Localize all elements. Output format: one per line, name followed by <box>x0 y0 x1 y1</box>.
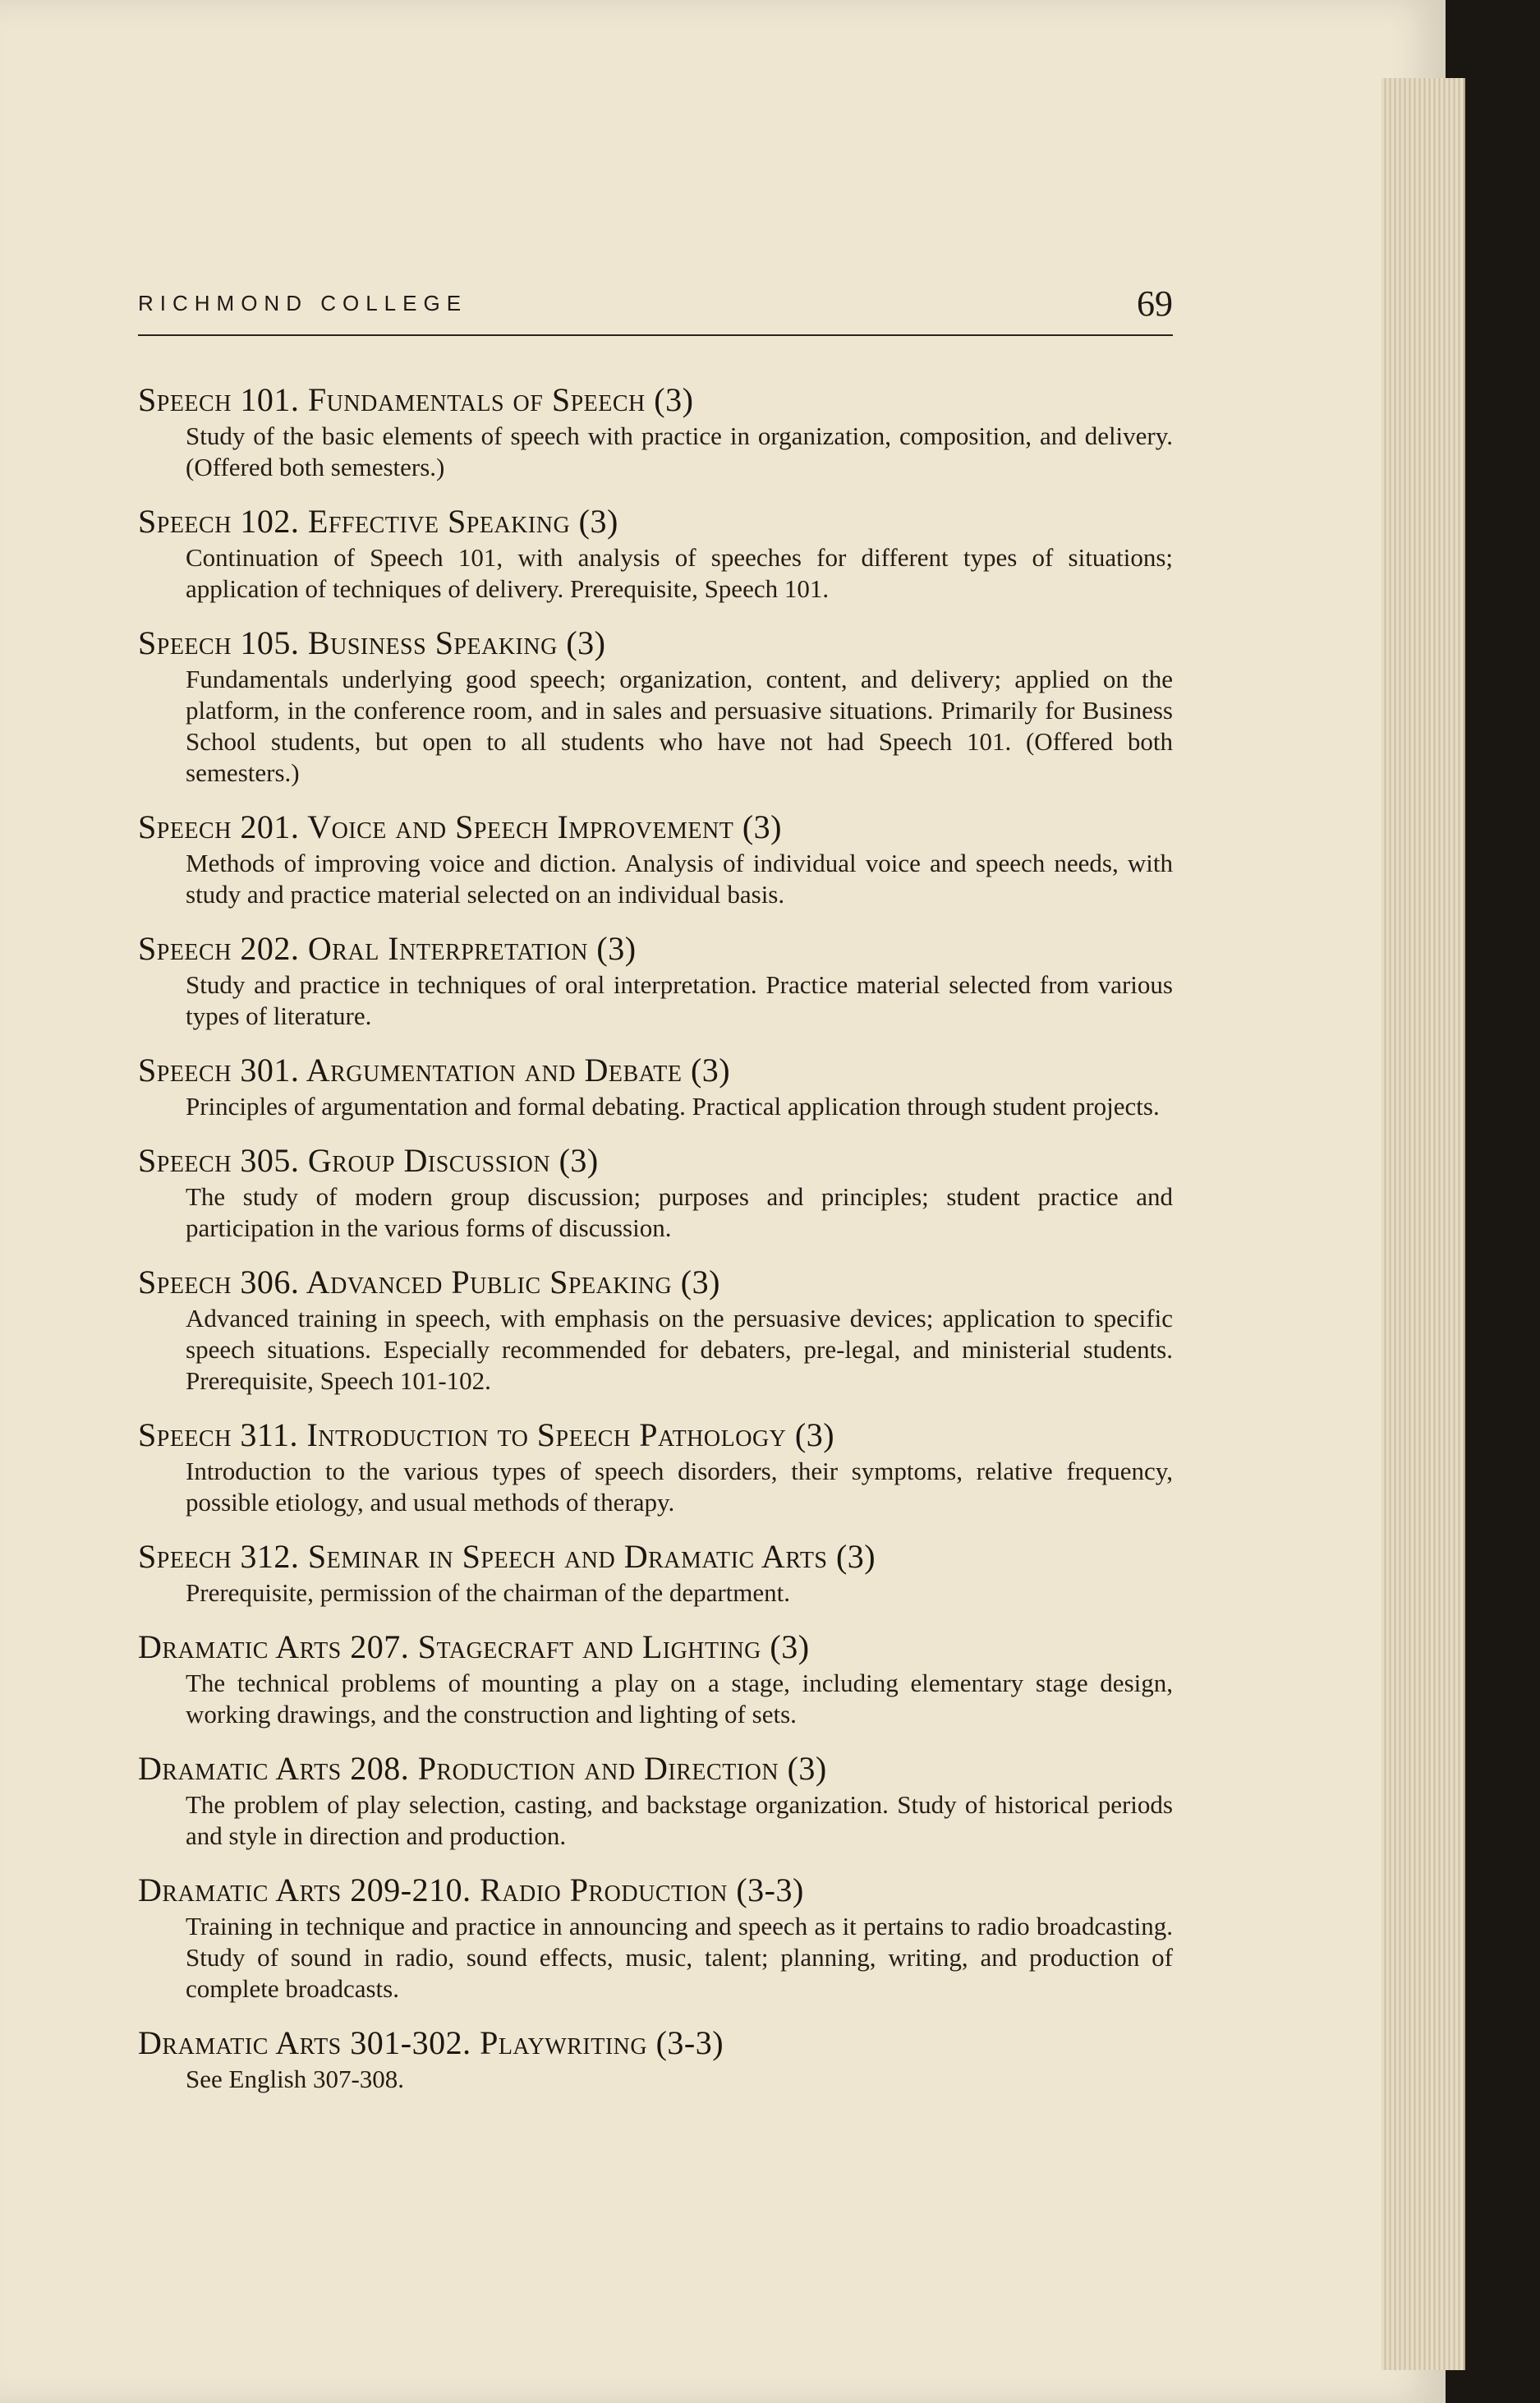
course-entry <box>138 1748 1173 1852</box>
course-title: Speech 306. Advanced Public Speaking (3) <box>138 1264 720 1300</box>
course-title: Dramatic Arts 207. Stagecraft and Lighting (3) <box>138 1628 810 1665</box>
course-description: Advanced training in speech, with emphasis on the persuasive devices; application to specific speech situations. Especially recommended for debaters, pre-legal, and ministerial students. Prerequisite, Speech 101-102. <box>186 1304 1173 1395</box>
page-number: 69 <box>1137 283 1173 324</box>
course-entry <box>138 1536 1173 1609</box>
course-entry <box>138 1262 1173 1397</box>
page-header <box>138 283 1173 335</box>
course-entry <box>138 1627 1173 1730</box>
header-rule <box>138 334 1173 336</box>
course-list <box>138 380 1173 2113</box>
course-entry <box>138 501 1173 605</box>
course-entry <box>138 1415 1173 1518</box>
course-entry <box>138 1140 1173 1244</box>
course-description: Study of the basic elements of speech with practice in organization, composition, and delivery. (Offered both semesters.) <box>186 421 1173 481</box>
course-description: Principles of argumentation and formal debating. Practical application through student projects. <box>186 1092 1160 1121</box>
course-description: Continuation of Speech 101, with analysis of speeches for different types of situations; application of techniques of delivery. Prerequisite, Speech 101. <box>186 543 1173 603</box>
course-title: Speech 102. Effective Speaking (3) <box>138 503 618 540</box>
course-entry <box>138 380 1173 483</box>
page-edges <box>1381 78 1465 2370</box>
course-description: Methods of improving voice and diction. Analysis of individual voice and speech needs, with study and practice material selected on an individual basis. <box>186 849 1173 909</box>
course-entry <box>138 2023 1173 2095</box>
course-entry <box>138 623 1173 789</box>
course-description: The study of modern group discussion; purposes and principles; student practice and participation in the various forms of discussion. <box>186 1182 1173 1242</box>
course-title: Speech 305. Group Discussion (3) <box>138 1142 599 1179</box>
course-description: Fundamentals underlying good speech; organization, content, and delivery; applied on the platform, in the conference room, and in sales and persuasive situations. Primarily for Business School students, but open to all students who have not had Speech 101. (Offered both semesters.) <box>186 665 1173 787</box>
course-entry <box>138 1870 1173 2005</box>
course-title: Speech 202. Oral Interpretation (3) <box>138 930 637 967</box>
course-description: See English 307-308. <box>186 2065 405 2093</box>
course-title: Speech 301. Argumentation and Debate (3) <box>138 1052 731 1089</box>
course-entry <box>138 807 1173 910</box>
course-title: Speech 201. Voice and Speech Improvement (3) <box>138 808 782 845</box>
course-title: Speech 312. Seminar in Speech and Dramatic Arts (3) <box>138 1538 876 1575</box>
course-title: Speech 101. Fundamentals of Speech (3) <box>138 381 694 418</box>
course-description: The problem of play selection, casting, and backstage organization. Study of historical periods and style in direction and production. <box>186 1790 1173 1850</box>
course-title: Dramatic Arts 209-210. Radio Production (3-3) <box>138 1871 804 1908</box>
course-description: The technical problems of mounting a play on a stage, including elementary stage design, working drawings, and the construction and lighting of sets. <box>186 1669 1173 1729</box>
course-title: Dramatic Arts 301-302. Playwriting (3-3) <box>138 2024 724 2061</box>
course-description: Study and practice in techniques of oral interpretation. Practice material selected from various types of literature. <box>186 970 1173 1030</box>
course-description: Introduction to the various types of speech disorders, their symptoms, relative frequency, possible etiology, and usual methods of therapy. <box>186 1457 1173 1517</box>
running-head: RICHMOND COLLEGE <box>138 291 468 315</box>
course-title: Dramatic Arts 208. Production and Direction (3) <box>138 1750 827 1787</box>
course-entry <box>138 1050 1173 1122</box>
course-description: Training in technique and practice in announcing and speech as it pertains to radio broadcasting. Study of sound in radio, sound effects, music, talent; planning, writing, and production of complete broadcasts. <box>186 1912 1173 2003</box>
course-title: Speech 105. Business Speaking (3) <box>138 624 606 661</box>
course-title: Speech 311. Introduction to Speech Pathology (3) <box>138 1416 835 1453</box>
course-description: Prerequisite, permission of the chairman of the department. <box>186 1578 791 1607</box>
course-entry <box>138 928 1173 1032</box>
